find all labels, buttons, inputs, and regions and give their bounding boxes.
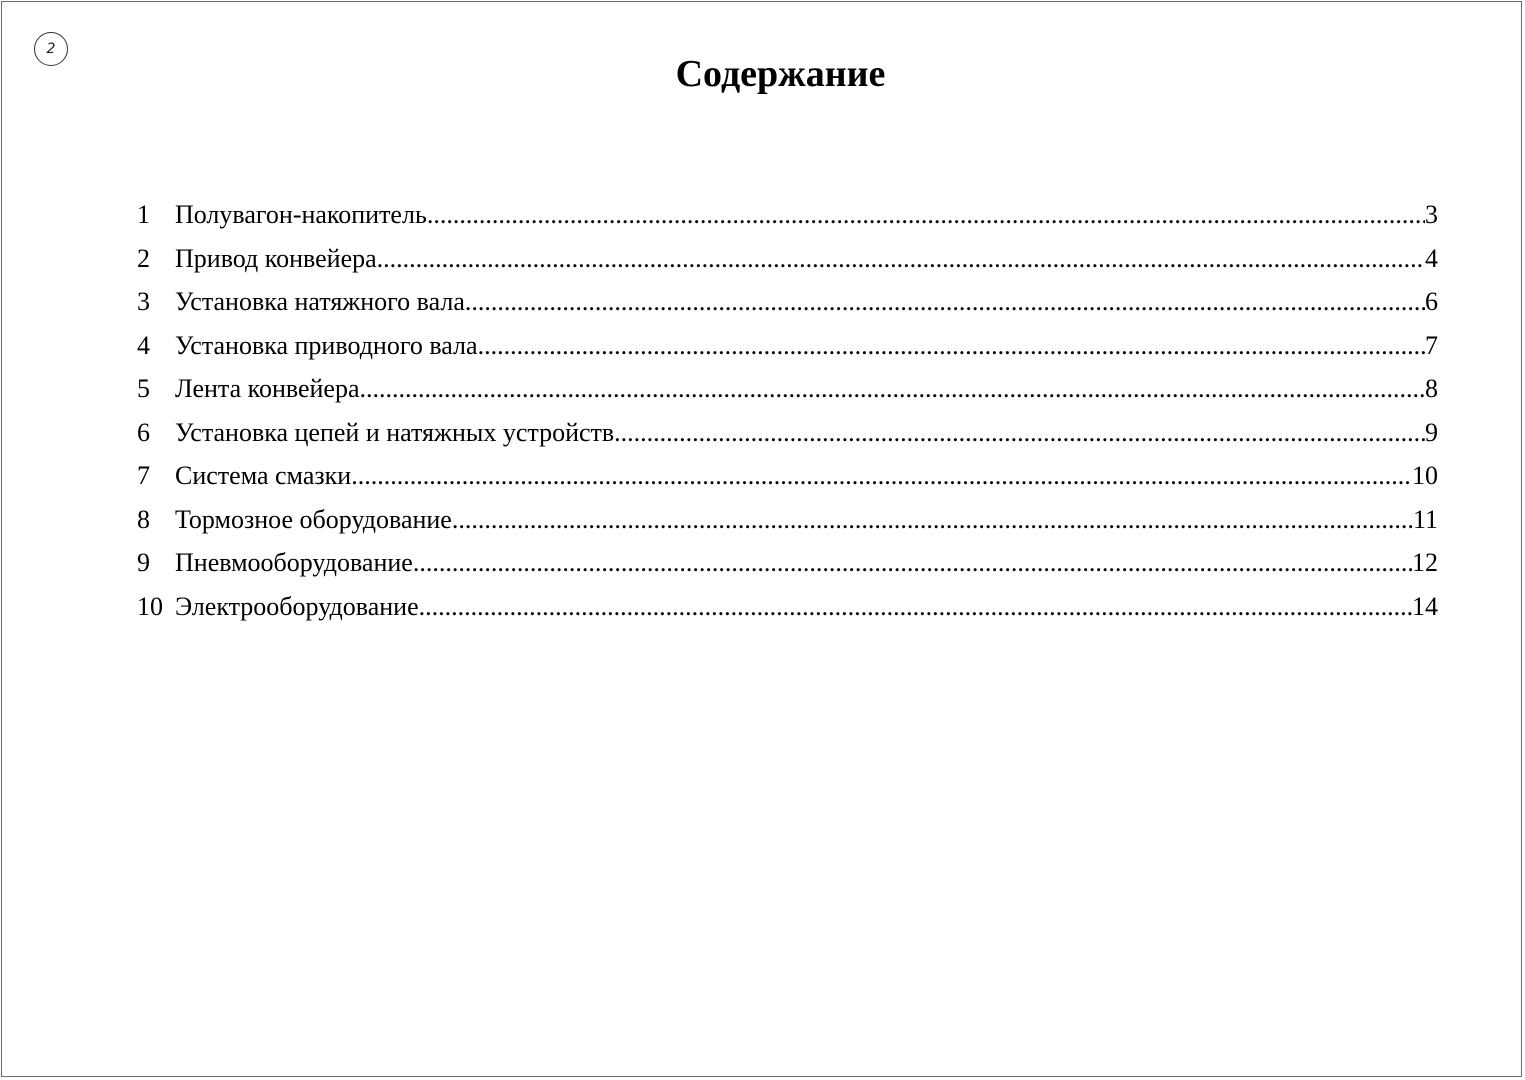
document-page xyxy=(1,1,1522,1077)
toc-dot-leader xyxy=(427,193,1425,237)
toc-entry-number: 4 xyxy=(137,330,150,360)
page-number-badge: 2 xyxy=(34,32,68,66)
toc-entry-page: 9 xyxy=(1425,417,1438,447)
toc-entry-label: Установка цепей и натяжных устройств xyxy=(175,417,615,447)
toc-list xyxy=(137,193,1438,628)
toc-entry-number: 5 xyxy=(137,374,150,403)
toc-entry-page: 8 xyxy=(1425,374,1438,403)
toc-entry[interactable] xyxy=(137,498,1438,542)
toc-entry-label: Пневмооборудование xyxy=(175,548,413,577)
toc-entry[interactable] xyxy=(137,193,1438,237)
toc-entry-number: 10 xyxy=(137,591,163,621)
toc-entry-number: 2 xyxy=(137,243,150,273)
toc-entry-page: 12 xyxy=(1412,548,1438,577)
toc-entry[interactable] xyxy=(137,454,1438,498)
toc-entry-label: Привод конвейера xyxy=(175,243,377,273)
toc-entry-page: 14 xyxy=(1412,591,1438,621)
toc-dot-leader xyxy=(377,237,1425,281)
toc-entry[interactable] xyxy=(137,541,1438,585)
toc-title: Содержание xyxy=(675,53,886,95)
toc-entry[interactable] xyxy=(137,280,1438,324)
toc-entry-page: 10 xyxy=(1412,461,1438,490)
toc-dot-leader xyxy=(419,585,1412,629)
toc-entry-number: 1 xyxy=(137,200,150,229)
toc-entry-label: Система смазки xyxy=(175,461,352,490)
toc-entry-label: Полувагон-накопитель xyxy=(175,200,427,229)
toc-entry-number: 9 xyxy=(137,548,150,577)
toc-entry-page: 11 xyxy=(1412,504,1438,534)
toc-dot-leader xyxy=(452,498,1413,542)
toc-entry-page: 6 xyxy=(1425,287,1438,316)
toc-entry-page: 4 xyxy=(1425,243,1438,273)
toc-entry-number: 3 xyxy=(137,287,150,316)
toc-entry[interactable] xyxy=(137,324,1438,368)
toc-dot-leader xyxy=(413,541,1412,585)
toc-entry-number: 6 xyxy=(137,417,150,447)
toc-dot-leader xyxy=(614,411,1425,455)
toc-entry-page: 3 xyxy=(1425,200,1438,229)
toc-entry-label: Тормозное оборудование xyxy=(175,504,452,534)
toc-entry-label: Установка приводного вала xyxy=(175,330,478,360)
toc-entry-label: Электрооборудование xyxy=(175,591,419,621)
toc-entry[interactable] xyxy=(137,237,1438,281)
toc-entry-label: Установка натяжного вала xyxy=(175,287,465,316)
toc-entry[interactable] xyxy=(137,367,1438,411)
toc-entry[interactable] xyxy=(137,411,1438,455)
toc-dot-leader xyxy=(478,324,1425,368)
toc-entry-number: 7 xyxy=(137,461,150,490)
toc-dot-leader xyxy=(465,280,1425,324)
toc-entry-number: 8 xyxy=(137,504,150,534)
toc-entry-label: Лента конвейера xyxy=(175,374,360,403)
toc-dot-leader xyxy=(351,454,1412,498)
toc-dot-leader xyxy=(360,367,1425,411)
toc-entry-page: 7 xyxy=(1425,330,1438,360)
toc-entry[interactable] xyxy=(137,585,1438,629)
